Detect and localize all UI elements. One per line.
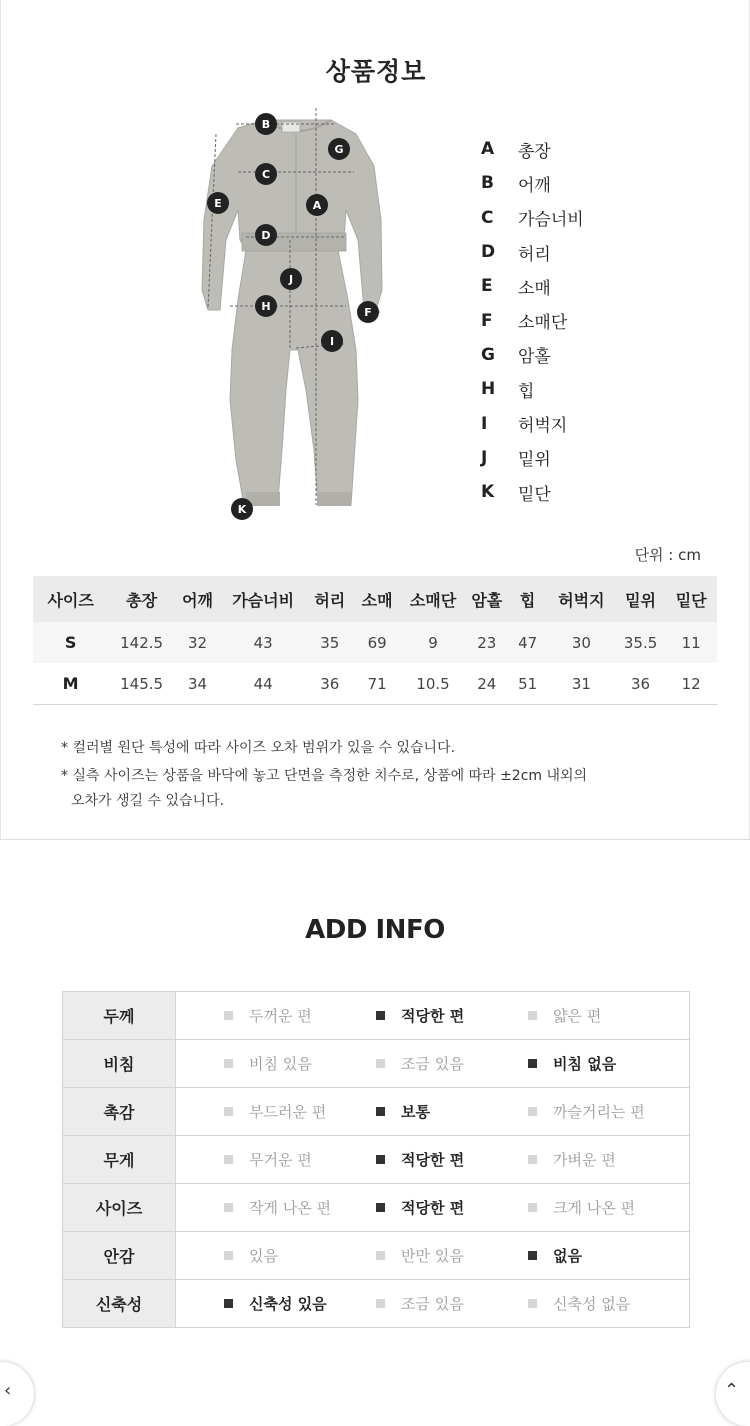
option: 부드러운 편	[176, 1101, 376, 1122]
add-info-table	[62, 991, 690, 1328]
svg-text:G: G	[334, 143, 344, 156]
table-row: S 142.5 32 43 35 69 9 23 47 30 35.5 11	[33, 622, 717, 663]
add-info-title: ADD INFO	[305, 915, 445, 945]
size-table-header: 사이즈 총장 어깨 가슴너비 허리 소매 소매단 암홀 힙 허벅지 밑위 밑단	[33, 576, 717, 622]
option: 가벼운 편	[528, 1149, 680, 1170]
option: 무거운 편	[176, 1149, 376, 1170]
unit-label: 단위 : cm	[634, 546, 701, 564]
legend-item: K 밑단	[481, 482, 551, 505]
legend-item: I 허벅지	[481, 413, 568, 437]
option-selected: 적당한 편	[376, 1149, 528, 1170]
option: 비침 있음	[176, 1053, 376, 1074]
jumpsuit-measurement-diagram	[186, 100, 396, 520]
option-selected: 보통	[376, 1101, 528, 1122]
info-row: 두께 두꺼운 편 적당한 편 얇은 편	[63, 992, 690, 1040]
chevron-up-icon: ⌃	[724, 1380, 740, 1401]
jumpsuit-illustration	[186, 100, 396, 520]
chevron-left-icon: ‹	[4, 1380, 12, 1401]
svg-text:K: K	[237, 503, 247, 516]
option: 있음	[176, 1245, 376, 1266]
info-row: 무게 무거운 편 적당한 편 가벼운 편	[63, 1136, 690, 1184]
svg-text:E: E	[214, 197, 222, 210]
section-divider	[0, 839, 750, 840]
legend-item: C 가슴너비	[481, 207, 584, 231]
svg-text:A: A	[312, 199, 322, 212]
info-row: 촉감 부드러운 편 보통 까슬거리는 편	[63, 1088, 690, 1136]
info-row: 안감 있음 반만 있음 없음	[63, 1232, 690, 1280]
option: 작게 나온 편	[176, 1197, 376, 1218]
svg-text:F: F	[364, 306, 372, 319]
option: 반만 있음	[376, 1245, 528, 1266]
svg-text:I: I	[329, 335, 335, 348]
option-selected: 없음	[528, 1245, 680, 1266]
legend-item: G 암홀	[481, 344, 551, 368]
option-selected: 적당한 편	[376, 1005, 528, 1026]
legend-item: A 총장	[481, 139, 551, 162]
legend-item: B 어깨	[481, 173, 551, 196]
info-row: 사이즈 작게 나온 편 적당한 편 크게 나온 편	[63, 1184, 690, 1232]
svg-text:D: D	[261, 229, 271, 242]
option: 신축성 없음	[528, 1293, 680, 1314]
option: 조금 있음	[376, 1293, 528, 1314]
legend-item: D 허리	[481, 242, 551, 265]
size-table	[33, 576, 717, 705]
option-selected: 비침 없음	[528, 1053, 680, 1074]
option: 두꺼운 편	[176, 1005, 376, 1026]
page-title: 상품정보	[325, 57, 427, 86]
table-row: M 145.5 34 44 36 71 10.5 24 51 31 36 12	[33, 663, 717, 705]
scroll-top-button[interactable]	[716, 1362, 750, 1426]
prev-button[interactable]	[0, 1362, 34, 1426]
svg-text:J: J	[288, 273, 294, 286]
size-notes	[61, 736, 711, 817]
legend-item: H 힙	[481, 379, 535, 402]
info-row: 비침 비침 있음 조금 있음 비침 없음	[63, 1040, 690, 1088]
legend-item: J 밑위	[481, 447, 551, 471]
info-row: 신축성 신축성 있음 조금 있음 신축성 없음	[63, 1280, 690, 1328]
option: 얇은 편	[528, 1005, 680, 1026]
svg-text:B: B	[261, 118, 271, 131]
option-selected: 신축성 있음	[176, 1293, 376, 1314]
legend-item: E 소매	[481, 276, 551, 299]
svg-text:H: H	[261, 300, 271, 313]
legend-item: F 소매단	[481, 310, 568, 334]
option: 크게 나온 편	[528, 1197, 680, 1218]
option: 조금 있음	[376, 1053, 528, 1074]
option: 까슬거리는 편	[528, 1101, 680, 1122]
note-text: * 실측 사이즈는 상품을 바닥에 놓고 단면을 측정한 치수로, 상품에 따라 ±2cm 내외의 오차가 생길 수 있습니다.	[61, 768, 588, 809]
measurement-legend	[481, 132, 584, 509]
option-selected: 적당한 편	[376, 1197, 528, 1218]
svg-text:C: C	[261, 168, 271, 181]
note-text: * 컬러별 원단 특성에 따라 사이즈 오차 범위가 있을 수 있습니다.	[61, 740, 456, 756]
